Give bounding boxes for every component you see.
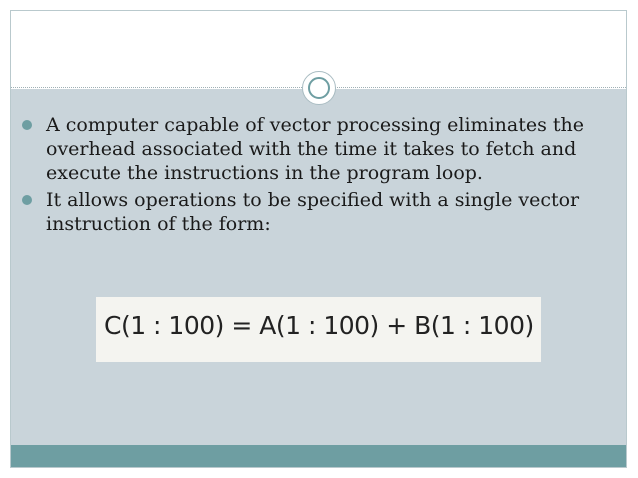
footer-bar (11, 445, 626, 467)
bullet-item (22, 113, 607, 185)
bullet-list (22, 113, 607, 239)
bullet-dot-icon (22, 195, 32, 205)
bullet-item (22, 188, 607, 236)
bullet-dot-icon (22, 120, 32, 130)
formula-image (96, 297, 541, 362)
circle-ornament-icon (302, 71, 336, 105)
bullet-text: A computer capable of vector processing eliminates the overhead associated with the time it takes to fetch and execute the instructions in the program loop. (46, 114, 584, 184)
formula-text: C(1 : 100) = A(1 : 100) + B(1 : 100) (104, 311, 534, 340)
circle-ornament-inner (308, 77, 330, 99)
bullet-text: It allows operations to be specified with a single vector instruction of the form: (46, 189, 580, 235)
